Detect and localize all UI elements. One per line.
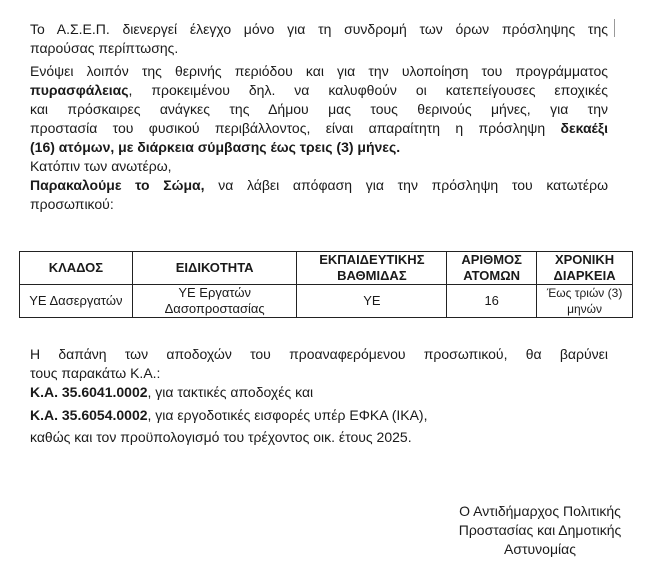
text-bold: πυρασφάλειας [30, 82, 129, 98]
body-line-2 [30, 81, 608, 99]
cell-vathmida: ΥΕ [297, 285, 447, 318]
text-bold: Κ.Α. 35.6054.0002 [30, 407, 148, 423]
cell-arithmos: 16 [447, 285, 537, 318]
signature-line-1: Ο Αντιδήμαρχος Πολιτικής [459, 503, 621, 519]
cost-line-1: Η δαπάνη των αποδοχών του προαναφερόμενου προσωπικού, θα βαρύνει [30, 346, 608, 362]
margin-mark [614, 19, 615, 37]
body-line-6: Κατόπιν των ανωτέρω, [30, 158, 172, 174]
text-bold: Κ.Α. 35.6041.0002 [30, 384, 148, 400]
cell-diarkeia: Έως τριών (3) μηνών [537, 285, 633, 318]
text-bold: δεκαέξι [560, 120, 608, 136]
intro-line-2: παρούσας περίπτωσης. [30, 40, 179, 56]
signature-block [440, 502, 640, 559]
cell-klados: ΥΕ Δασεργατών [20, 285, 133, 318]
header-klados: ΚΛΑΔΟΣ [20, 252, 133, 285]
signature-line-3: Αστυνομίας [504, 541, 576, 557]
cost-line-5: καθώς και τον προϋπολογισμό του τρέχοντος οικ. έτους 2025. [30, 429, 412, 445]
cell-eidikotita: ΥΕ Εργατών Δασοπροστασίας [132, 285, 297, 318]
body-line-1: Ενόψει λοιπόν της θερινής περιόδου και για την υλοποίηση του προγράμματος [30, 63, 608, 79]
body-line-7 [30, 176, 608, 194]
cost-line-ka2 [30, 406, 427, 424]
signature-line-2: Προστασίας και Δημοτικής [458, 522, 622, 538]
text-bold: Παρακαλούμε το Σώμα, [30, 177, 205, 193]
text: να λάβει απόφαση για την πρόσληψη του κατωτέρω [204, 177, 609, 193]
text-bold: (16) ατόμων, με διάρκεια σύμβασης έως τρεις (3) μήνες. [30, 139, 401, 155]
header-arithmos: ΑΡΙΘΜΟΣ ΑΤΟΜΩΝ [447, 252, 537, 285]
body-line-3: και πρόσκαιρες ανάγκες της Δήμου μας τους θερινούς μήνες, για την [30, 101, 608, 117]
text: , προκειμένου δηλ. να καλυφθούν οι κατεπείγουσες εποχικές [128, 82, 608, 98]
header-diarkeia: ΧΡΟΝΙΚΗ ΔΙΑΡΚΕΙΑ [537, 252, 633, 285]
header-vathmida: ΕΚΠΑΙΔΕΥΤΙΚΗΣ ΒΑΘΜΙΔΑΣ [297, 252, 447, 285]
cost-line-2: τους παρακάτω Κ.Α.: [30, 365, 161, 381]
cost-line-ka1 [30, 383, 313, 401]
table-row [20, 285, 633, 318]
intro-line-1: Το Α.Σ.Ε.Π. διενεργεί έλεγχο μόνο για τη συνδρομή των όρων πρόσληψης της [30, 21, 608, 37]
header-eidikotita: ΕΙΔΙΚΟΤΗΤΑ [132, 252, 297, 285]
staff-table [19, 251, 633, 318]
body-line-5 [30, 138, 400, 156]
text: , για εργοδοτικές εισφορές υπέρ ΕΦΚΑ (ΙΚΑ), [147, 407, 428, 423]
text: , για τακτικές αποδοχές και [147, 384, 314, 400]
text: προστασία του φυσικού περιβάλλοντος, είναι απαραίτητη η πρόσληψη [30, 120, 561, 136]
table-header-row [20, 252, 633, 285]
body-line-4 [30, 119, 608, 137]
body-line-8: προσωπικού: [30, 196, 114, 212]
